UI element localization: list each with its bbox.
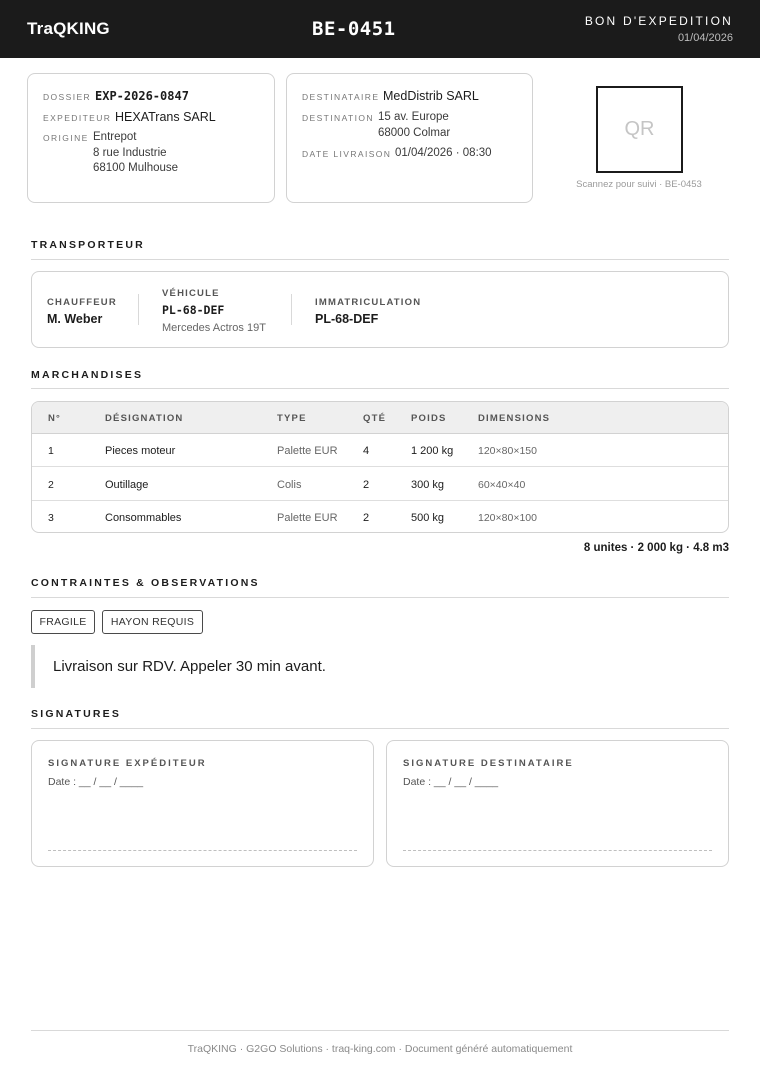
cell-type: Palette EUR [277,445,338,457]
expediteur-label: EXPEDITEUR [43,113,112,123]
signature-expediteur-title: SIGNATURE EXPÉDITEUR [48,758,207,769]
cell-weight: 300 kg [411,479,445,491]
vehicule-label: VÉHICULE [162,288,220,299]
chauffeur-block [47,297,117,326]
date-livraison-row [302,146,492,162]
column-header: QTÉ [363,413,387,424]
footer-text: TraQKING · G2GO Solutions · traq-king.com · Document généré automatiquement [187,1043,573,1055]
cell-dimensions: 60×40×40 [478,479,526,491]
destination-label: DESTINATION [302,113,374,123]
observation-text: Livraison sur RDV. Appeler 30 min avant. [53,658,326,675]
brand-logo: TraQKING [27,19,110,38]
origine-line: 68100 Mulhouse [93,162,179,174]
chauffeur-value: M. Weber [47,312,103,326]
destination-row [302,110,450,141]
column-header: POIDS [411,413,447,424]
signature-line [48,850,357,851]
immatriculation-label: IMMATRICULATION [315,297,422,308]
cell-designation: Consommables [105,512,182,524]
cell-number: 3 [48,512,54,524]
destination-card [286,73,533,203]
section-divider [31,597,729,598]
table-header [32,402,728,434]
chauffeur-label: CHAUFFEUR [47,297,117,308]
destinataire-row [302,89,479,103]
qr-caption: Scannez pour suivi · BE-0453 [576,179,702,190]
column-divider [291,294,292,325]
column-header: DIMENSIONS [478,413,551,424]
dossier-row [43,89,189,103]
shipment-card [27,73,275,203]
marchandises-title: MARCHANDISES [31,369,144,381]
cell-quantity: 4 [363,445,370,457]
cell-designation: Outillage [105,479,149,491]
origine-label: ORIGINE [43,133,89,143]
cell-quantity: 2 [363,479,370,491]
cell-type: Colis [277,479,302,491]
column-header: DÉSIGNATION [105,413,184,424]
expediteur-row [43,110,216,124]
table-row [32,468,728,501]
table-row [32,434,728,467]
expediteur-value: HEXATrans SARL [115,110,216,124]
cell-dimensions: 120×80×100 [478,512,537,524]
column-divider [138,294,139,325]
table-row [32,501,728,533]
cell-designation: Pieces moteur [105,445,176,457]
cell-type: Palette EUR [277,512,338,524]
signature-date-line: Date : __ / __ / ____ [48,776,144,788]
cell-weight: 500 kg [411,512,445,524]
tag-fragile: FRAGILE [31,610,95,634]
column-header: N° [48,413,62,424]
section-divider [31,259,729,260]
document-number: BE-0451 [312,18,396,40]
tag-hayon-requis: HAYON REQUIS [102,610,203,634]
date-livraison-label: DATE LIVRAISON [302,149,392,159]
origine-line: 8 rue Industrie [93,146,167,159]
qr-placeholder: QR [624,118,655,140]
origine-row [43,130,178,177]
cell-dimensions: 120×80×150 [478,445,537,457]
document-header [0,0,760,58]
document-date: 01/04/2026 [677,32,733,44]
observation-note [31,645,729,688]
vehicule-block [162,288,266,334]
document-type: BON D'EXPEDITION [584,14,733,28]
destinataire-value: MedDistrib SARL [383,89,479,103]
signatures-title: SIGNATURES [31,708,122,720]
origine-line: Entrepot [93,131,137,143]
dossier-value: EXP-2026-0847 [95,89,189,103]
vehicule-model: Mercedes Actros 19T [162,322,266,334]
section-divider [31,388,729,389]
signature-destinataire-box[interactable] [386,740,729,867]
column-header: TYPE [277,413,307,424]
date-livraison-value: 01/04/2026 · 08:30 [395,147,492,159]
dossier-label: DOSSIER [43,92,92,102]
destinataire-label: DESTINATAIRE [302,92,380,102]
contraintes-title: CONTRAINTES & OBSERVATIONS [31,577,260,589]
cell-number: 1 [48,445,54,457]
immatriculation-value: PL-68-DEF [315,312,379,326]
signature-line [403,850,712,851]
vehicule-value: PL-68-DEF [162,303,225,317]
cell-number: 2 [48,479,54,491]
destination-line: 68000 Colmar [378,126,451,139]
qr-code [596,86,683,173]
destination-address [378,110,450,141]
immatriculation-block [315,297,421,326]
signature-date-line: Date : __ / __ / ____ [403,776,499,788]
signature-expediteur-box[interactable] [31,740,374,867]
marchandises-totals: 8 unites · 2 000 kg · 4.8 m3 [583,542,729,554]
transporteur-title: TRANSPORTEUR [31,239,145,251]
footer-divider [31,1030,729,1031]
destination-line: 15 av. Europe [378,111,449,123]
origine-address [93,130,178,177]
signature-destinataire-title: SIGNATURE DESTINATAIRE [403,758,574,769]
marchandises-table [31,401,729,533]
cell-weight: 1 200 kg [411,445,454,457]
cell-quantity: 2 [363,512,370,524]
section-divider [31,728,729,729]
